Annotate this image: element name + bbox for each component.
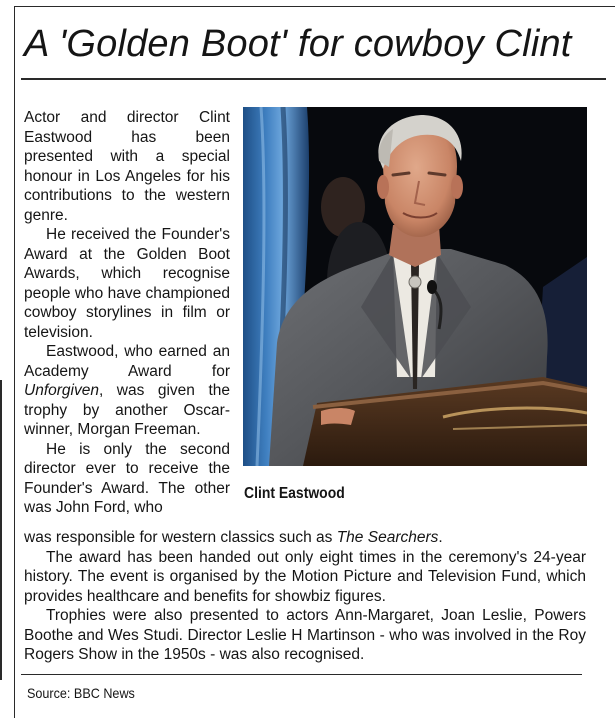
article-wide-text	[24, 528, 586, 665]
paragraph-5: The award has been handed out only eight times in the ceremony's 24-year history. The event is organised by the Motion Picture and Television Fund, which provides healthcare and benefits for showbiz figures.	[24, 548, 586, 605]
article-photo	[243, 107, 587, 466]
continuation-end: .	[438, 529, 443, 546]
paragraph-4: He is only the second director ever to receive the Founder's Award. The other was John Ford, who	[24, 440, 230, 516]
paragraph-3-rest: , was given the trophy by another Oscar-winner, Morgan Freeman.	[24, 382, 230, 438]
source-credit: Source: BBC News	[27, 685, 135, 701]
left-margin-rule	[0, 380, 2, 680]
footer-rule	[21, 674, 582, 675]
headline-rule	[21, 78, 606, 80]
paragraph-3-text: Eastwood, who earned an Academy Award for	[24, 343, 230, 380]
film-title-unforgiven: Unforgiven	[24, 382, 99, 399]
article-column	[24, 108, 230, 518]
paragraph-2: He received the Founder's Award at the Golden Boot Awards, which recognise people who have championed cowboy storylines in film or television.	[24, 226, 230, 341]
paragraph-4-continued	[24, 528, 586, 548]
paragraph-1: Actor and director Clint Eastwood has been presented with a special honour in Los Angeles for his contributions to the western genre.	[24, 109, 230, 224]
photo-caption: Clint Eastwood	[244, 485, 345, 502]
continuation-text: was responsible for western classics such as	[24, 529, 337, 546]
film-title-the-searchers: The Searchers	[336, 529, 439, 546]
paragraph-6: Trophies were also presented to actors Ann-Margaret, Joan Leslie, Powers Boothe and Wes Studi. Director Leslie H Martinson - who was involved in the Roy Rogers Show in the 1950s - was also recognised.	[24, 607, 586, 663]
headline: A 'Golden Boot' for cowboy Clint	[24, 23, 572, 65]
paragraph-3	[24, 342, 230, 440]
